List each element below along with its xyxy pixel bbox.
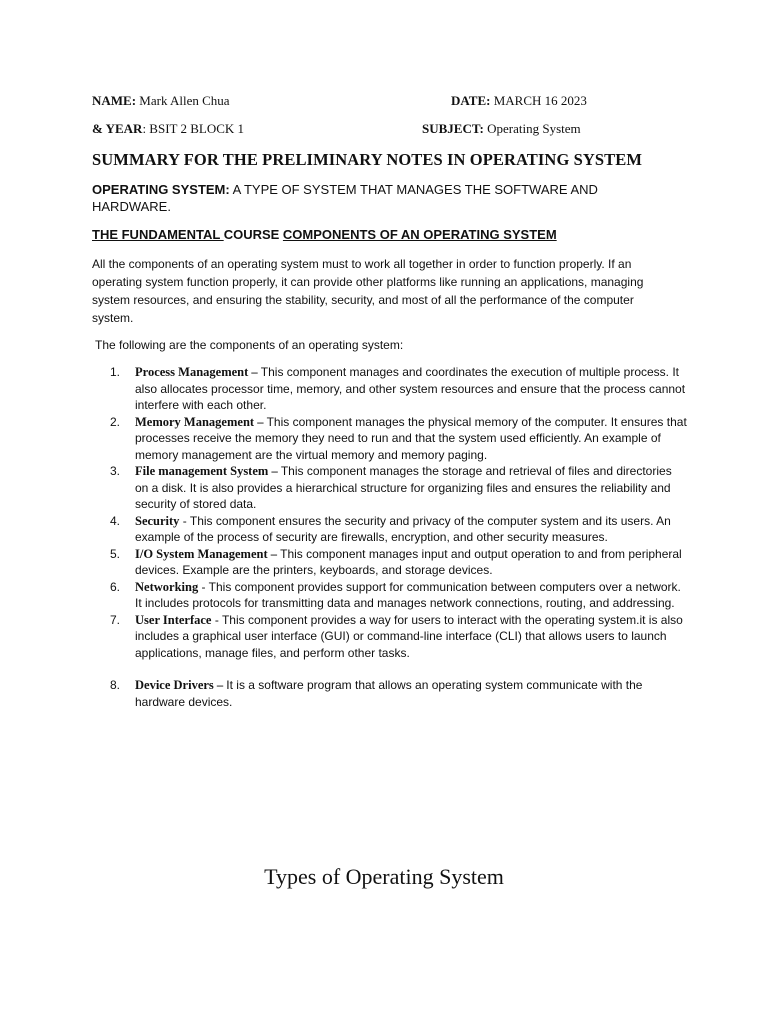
os-definition-text: A TYPE OF SYSTEM THAT MANAGES THE SOFTWARE AND HARDWARE. <box>92 182 598 214</box>
item-term: Memory Management <box>135 414 255 429</box>
year-label: & YEAR <box>92 121 143 136</box>
item-number: 7. <box>110 612 121 627</box>
document-title: SUMMARY FOR THE PRELIMINARY NOTES IN OPERATING SYSTEM <box>92 150 643 169</box>
item-separator: – <box>254 414 267 429</box>
list-item <box>110 463 688 513</box>
item-text: This component manages input and output operation to and from peripheral devices. Example are the printers, keyboards, and storage devices. <box>135 546 682 577</box>
fundamental-part1: THE FUNDAMENTAL <box>92 227 224 242</box>
os-definition-term: OPERATING SYSTEM: <box>92 182 230 197</box>
list-item <box>110 513 688 546</box>
item-text: This component provides a way for users to interact with the operating system.it is also includes a graphical user interface (GUI) or command-line interface (CLI) that allows users to launch applications, manage files, and perform other tasks. <box>135 612 683 660</box>
item-term: I/O System Management <box>135 546 268 561</box>
item-text: This component manages the physical memory of the computer. It ensures that processes receive the memory they need to run and that the system used efficiently. An example of memory management are the virtual memory and memory paging. <box>135 414 687 462</box>
fundamental-part2: COURSE <box>223 227 283 242</box>
item-number: 6. <box>110 579 121 594</box>
name-value: Mark Allen Chua <box>139 93 230 108</box>
subject-label: SUBJECT: <box>422 121 484 136</box>
name-label: NAME: <box>92 93 137 108</box>
item-number: 5. <box>110 546 121 561</box>
list-item <box>110 677 688 710</box>
subject-value: Operating System <box>487 121 581 136</box>
list-item <box>110 546 688 579</box>
item-term: Device Drivers <box>135 678 214 692</box>
item-term: Process Management <box>135 365 249 379</box>
components-lead: The following are the components of an operating system: <box>95 338 404 352</box>
item-number: 8. <box>110 678 121 692</box>
item-number: 2. <box>110 414 121 429</box>
item-number: 4. <box>110 513 121 528</box>
os-definition <box>92 181 652 215</box>
item-separator: - <box>211 612 222 627</box>
date-value: MARCH 16 2023 <box>493 93 587 108</box>
item-term: File management System <box>135 464 269 478</box>
subject-field <box>422 121 581 137</box>
components-list <box>110 364 688 710</box>
list-item <box>110 414 688 464</box>
item-separator: – <box>213 678 227 692</box>
item-text: This component manages the storage and retrieval of files and directories on a disk. It is also provides a hierarchical structure for organizing files and ensures the reliability and security of stored data. <box>135 464 672 511</box>
year-value: : BSIT 2 BLOCK 1 <box>142 121 245 136</box>
item-separator: – <box>267 546 281 561</box>
item-separator: - <box>179 513 190 528</box>
item-separator: - <box>198 579 209 594</box>
fundamental-part3: COMPONENTS OF AN OPERATING SYSTEM <box>282 227 557 242</box>
item-text: This component provides support for communication between computers over a network. It includes protocols for transmitting data and manages network connections, routing, and addressing. <box>135 579 681 610</box>
list-item <box>110 612 688 662</box>
intro-paragraph: All the components of an operating system must to work all together in order to function properly. If an operating system function properly, it can provide other platforms like running an applications, managing system resources, and ensuring the stability, security, and most of all the performance of the computer system. <box>92 257 644 325</box>
item-separator: – <box>268 464 281 478</box>
item-term: User Interface <box>135 612 212 627</box>
item-term: Security <box>135 513 180 528</box>
item-term: Networking <box>135 579 199 594</box>
item-number: 3. <box>110 464 121 478</box>
year-field <box>92 121 244 137</box>
name-field <box>92 93 230 109</box>
item-text: It is a software program that allows an operating system communicate with the hardware devices. <box>135 678 643 709</box>
fundamental-heading <box>92 227 652 242</box>
item-text: This component manages and coordinates the execution of multiple process. It also allocates processor time, memory, and other system resources and ensure that the process cannot interfere with each other. <box>135 365 686 412</box>
section-heading: Types of Operating System <box>264 864 504 889</box>
item-text: This component ensures the security and privacy of the computer system and its users. An example of the process of security are firewalls, encryption, and other security measures. <box>135 513 671 544</box>
item-number: 1. <box>110 365 121 379</box>
list-item <box>110 364 688 414</box>
list-item <box>110 579 688 612</box>
date-label: DATE: <box>451 93 491 108</box>
item-separator: – <box>248 365 261 379</box>
date-field <box>451 93 587 109</box>
